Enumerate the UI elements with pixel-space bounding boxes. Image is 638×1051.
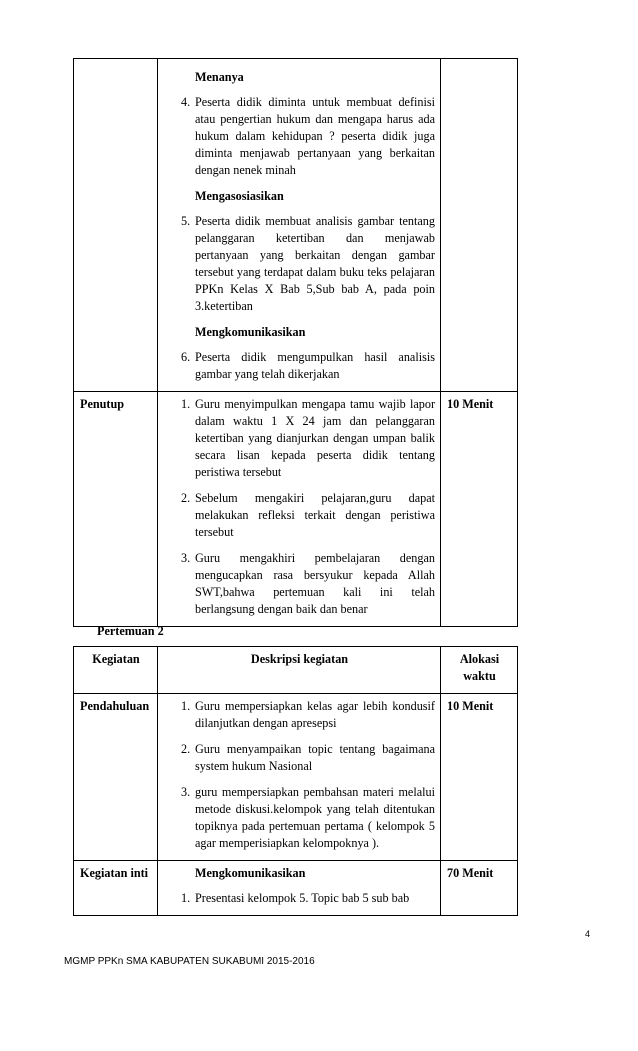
subheading-mengasosiasikan: Mengasosiasikan [195,189,284,203]
item-number: 3. [181,785,191,799]
item-text: Presentasi kelompok 5. Topic bab 5 sub bab [195,891,410,905]
table-row [74,59,518,392]
item-text: Peserta didik membuat analisis gambar tentang pelanggaran ketertiban dan menjawab pertanyaan yang berkaitan dengan gambar tersebut yang terdapat dalam buku teks pelajaran PPKn Kelas X Bab 5,Sub bab A, pada poin 3.ketertiban [195,214,435,313]
list-item [164,890,435,907]
activity-label-inti: Kegiatan inti [74,861,158,916]
item-number: 2. [181,491,191,505]
table-header-row [74,647,518,694]
item-text: Peserta didik mengumpulkan hasil analisis gambar yang telah dikerjakan [195,350,435,381]
list-item [164,550,435,618]
item-number: 5. [181,214,191,228]
list-item [164,94,435,179]
subheading-menanya: Menanya [195,70,244,84]
item-number: 1. [181,891,191,905]
list-item [164,396,435,481]
column-header: Alokasi waktu [441,647,518,694]
item-number: 1. [181,699,191,713]
item-text: Guru mengakhiri pembelajaran dengan mengucapkan rasa bersyukur kepada Allah SWT,bahwa pertemuan kali ini telah berlangsung dengan baik dan benar [195,551,435,616]
time-allocation: 70 Menit [441,861,518,916]
item-number: 4. [181,95,191,109]
item-text: Guru menyimpulkan mengapa tamu wajib lapor dalam waktu 1 X 24 jam dan pelanggaran ketertiban yang dianjurkan dengan umpan balik secara lisan kepada peserta didik tentang peristiwa tersebut [195,397,435,479]
table-row [74,861,518,916]
subheading-mengkomunikasikan: Mengkomunikasikan [195,866,306,880]
table-row [74,694,518,861]
item-number: 3. [181,551,191,565]
activity-label-penutup: Penutup [74,392,158,627]
list-item [164,741,435,775]
activity-table-continued [73,58,518,627]
column-header: Deskripsi kegiatan [158,647,441,694]
item-text: Guru menyampaikan topic tentang bagaimana system hukum Nasional [195,742,435,773]
item-text: Guru mempersiapkan kelas agar lebih kondusif dilanjutkan dengan apresepsi [195,699,435,730]
page-number: 4 [585,929,591,939]
activity-table-meeting-2 [73,646,518,916]
page-footer: MGMP PPKn SMA KABUPATEN SUKABUMI 2015-2016 [64,956,315,967]
time-allocation: 10 Menit [441,694,518,861]
item-text: Peserta didik diminta untuk membuat definisi atau pengertian hukum dan mengapa harus ada hukum dalam kehidupan ? peserta didik juga diminta menjawab pertanyaan yang berkaitan dengan nenek minah [195,95,435,177]
time-cell [441,59,518,392]
description-cell [158,392,441,627]
item-text: Sebelum mengakiri pelajaran,guru dapat melakukan refleksi terkait dengan peristiwa tersebut [195,491,435,539]
item-number: 6. [181,350,191,364]
description-cell [158,861,441,916]
column-header: Kegiatan [74,647,158,694]
activity-cell [74,59,158,392]
activity-label-pendahuluan: Pendahuluan [74,694,158,861]
item-number: 2. [181,742,191,756]
list-item [164,213,435,315]
item-text: guru mempersiapkan pembahsan materi melalui metode diskusi.kelompok yang telah ditentukan topiknya pada pertemuan pertama ( kelompok 5 agar memperisiapkan kelompoknya ). [195,785,435,850]
list-item [164,349,435,383]
description-cell [158,694,441,861]
section-heading: Pertemuan 2 [97,624,164,638]
list-item [164,698,435,732]
list-item [164,490,435,541]
subheading-mengkomunikasikan: Mengkomunikasikan [195,325,306,339]
item-number: 1. [181,397,191,411]
description-cell [158,59,441,392]
time-allocation: 10 Menit [441,392,518,627]
table-row [74,392,518,627]
list-item [164,784,435,852]
